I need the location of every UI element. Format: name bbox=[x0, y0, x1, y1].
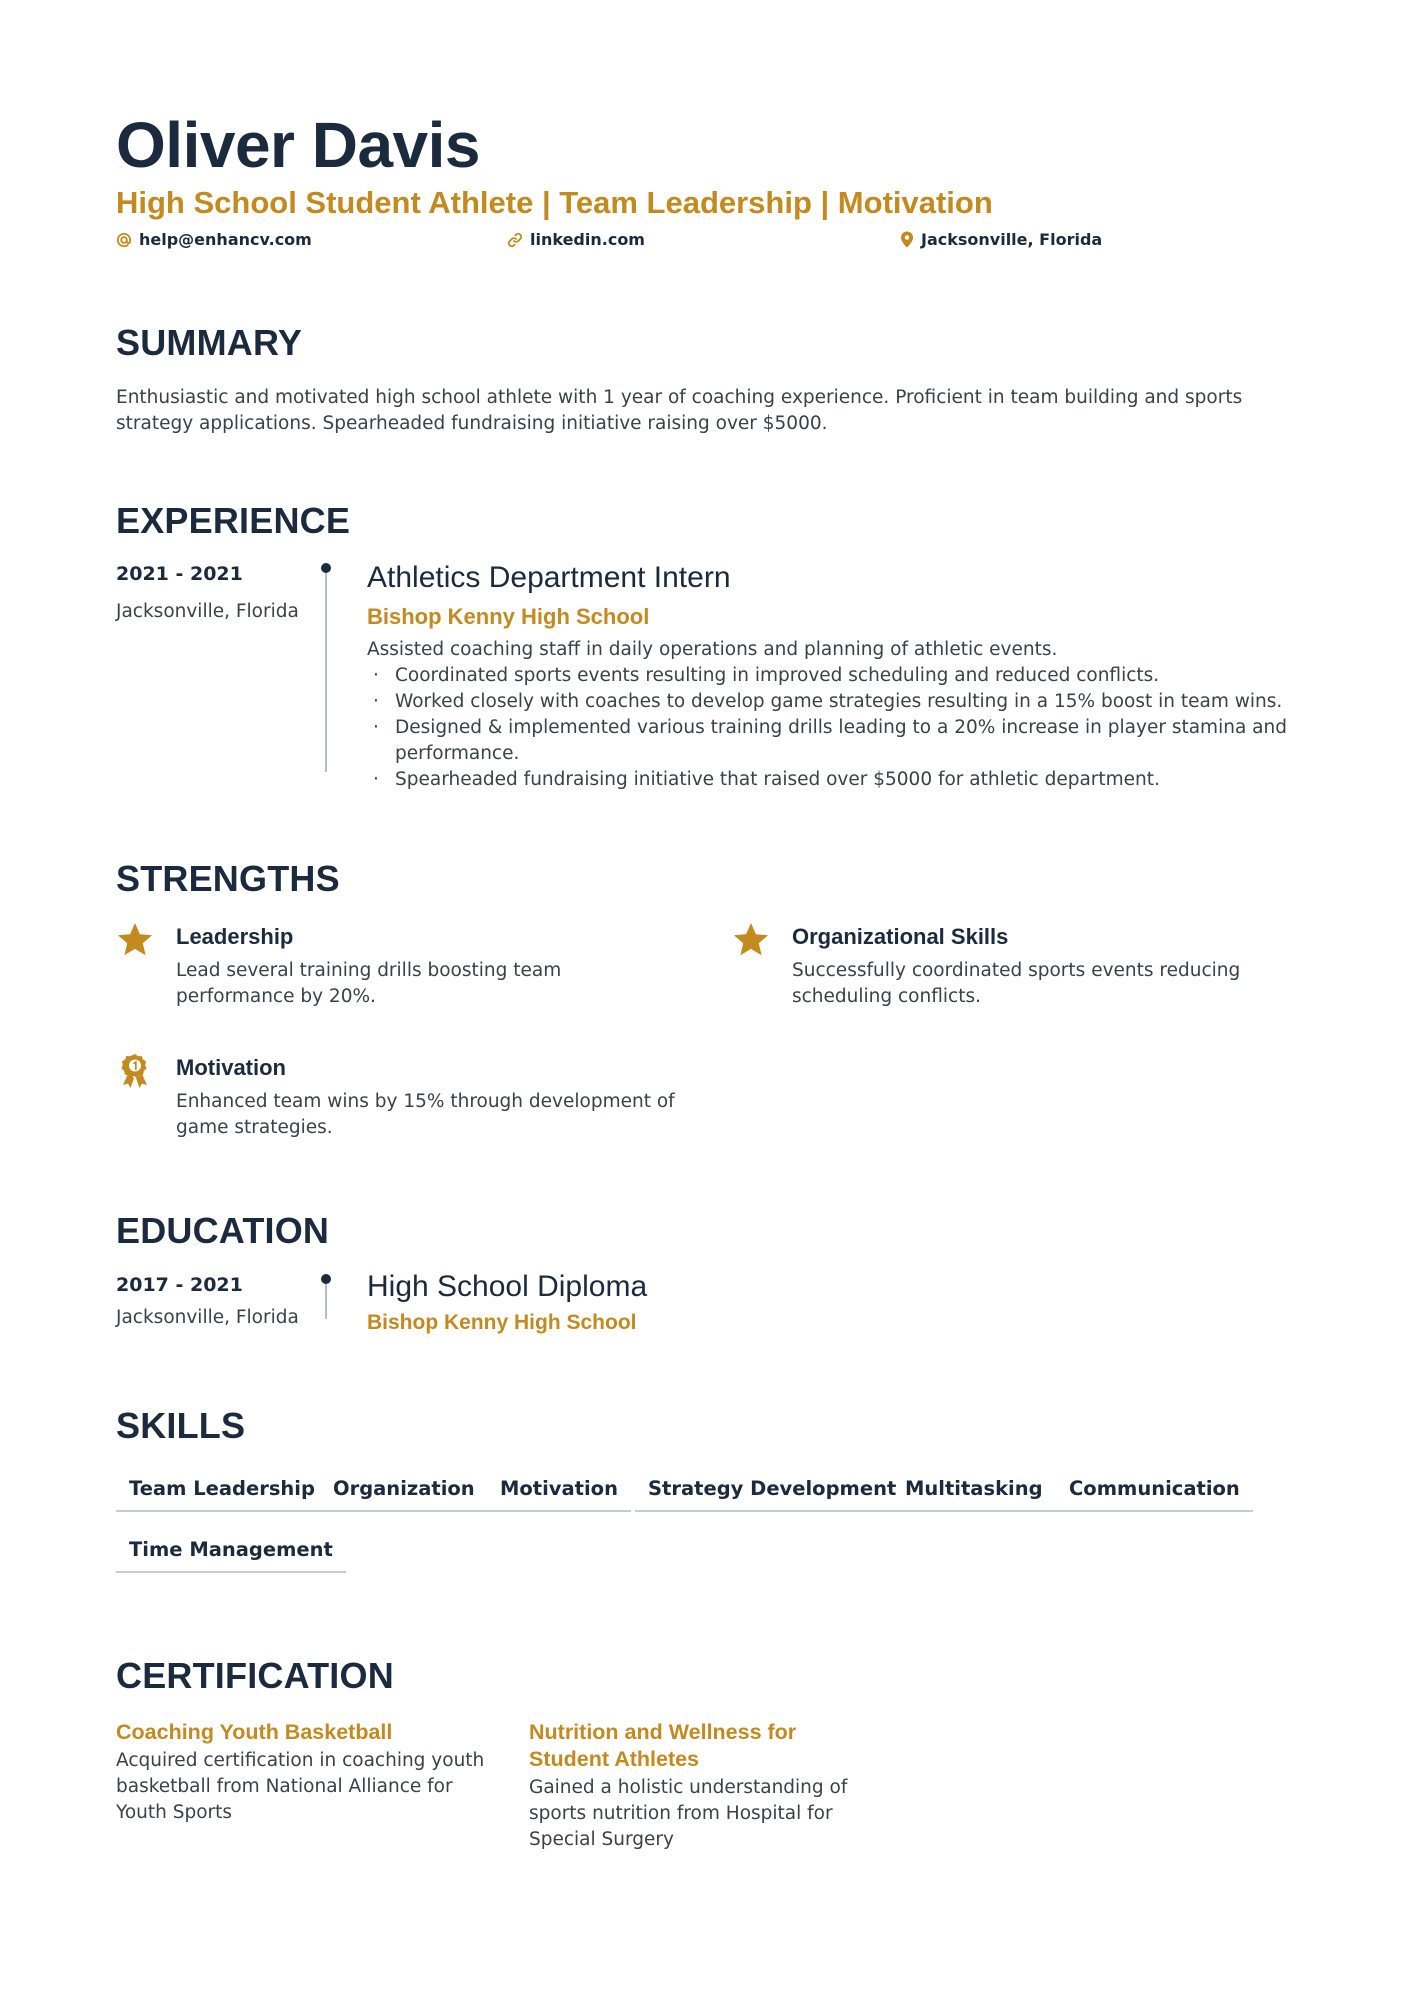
certification-item bbox=[529, 1719, 849, 1853]
star-icon bbox=[732, 921, 770, 959]
contact-row bbox=[116, 230, 1296, 254]
candidate-headline: High School Student Athlete | Team Leadership | Motivation bbox=[116, 185, 993, 220]
education-location: Jacksonville, Florida bbox=[116, 1307, 299, 1328]
list-item: · Coordinated sports events resulting in improved scheduling and reduced conflicts. bbox=[367, 663, 1297, 689]
resume-page bbox=[116, 0, 1296, 1995]
link-icon bbox=[507, 232, 523, 248]
award-ribbon-icon bbox=[116, 1052, 154, 1090]
strength-description: Lead several training drills boosting team performance by 20%. bbox=[176, 960, 562, 1007]
education-dates: 2017 - 2021 bbox=[116, 1274, 243, 1296]
certification-title: Coaching Youth Basketball bbox=[116, 1720, 393, 1744]
degree-title: High School Diploma bbox=[367, 1270, 648, 1303]
candidate-name: Oliver Davis bbox=[116, 109, 480, 181]
skill-tag: Strategy Development bbox=[635, 1477, 909, 1512]
contact-email[interactable] bbox=[116, 230, 312, 249]
certification-title: Nutrition and Wellness for Student Athletes bbox=[529, 1720, 797, 1771]
strength-description: Successfully coordinated sports events reducing scheduling conflicts. bbox=[792, 960, 1241, 1007]
at-sign-icon bbox=[116, 232, 132, 248]
timeline-line bbox=[325, 573, 327, 772]
skill-tag: Multitasking bbox=[892, 1477, 1056, 1512]
skill-tag: Communication bbox=[1056, 1477, 1253, 1512]
school-name: Bishop Kenny High School bbox=[367, 1311, 637, 1334]
certification-description: Gained a holistic understanding of sports nutrition from Hospital for Special Surgery bbox=[529, 1777, 848, 1850]
experience-location: Jacksonville, Florida bbox=[116, 601, 299, 622]
map-pin-icon bbox=[900, 231, 914, 248]
strength-title: Motivation bbox=[176, 1055, 286, 1080]
skill-tag: Team Leadership bbox=[116, 1477, 328, 1512]
skill-tag: Organization bbox=[320, 1477, 488, 1512]
location-text: Jacksonville, Florida bbox=[921, 230, 1103, 249]
linkedin-text: linkedin.com bbox=[530, 230, 645, 249]
skill-tag: Motivation bbox=[487, 1477, 631, 1512]
timeline-dot bbox=[321, 563, 331, 573]
summary-heading: SUMMARY bbox=[116, 322, 303, 363]
email-text: help@enhancv.com bbox=[139, 230, 312, 249]
strength-description: Enhanced team wins by 15% through development of game strategies. bbox=[176, 1091, 675, 1138]
certification-heading: CERTIFICATION bbox=[116, 1655, 394, 1696]
education-heading: EDUCATION bbox=[116, 1210, 330, 1251]
timeline-line bbox=[325, 1284, 327, 1319]
certification-item bbox=[116, 1719, 486, 1826]
list-item: · Spearheaded fundraising initiative that raised over $5000 for athletic department. bbox=[367, 767, 1297, 793]
contact-location bbox=[900, 230, 1102, 249]
job-bullets bbox=[367, 663, 1297, 793]
summary-text: Enthusiastic and motivated high school athlete with 1 year of coaching experience. Proficient in team building and sports strategy applications. Spearheaded fundraising initiative raising over $5000. bbox=[116, 387, 1243, 434]
strength-title: Leadership bbox=[176, 924, 294, 949]
strengths-heading: STRENGTHS bbox=[116, 858, 340, 899]
star-icon bbox=[116, 921, 154, 959]
list-item: · Worked closely with coaches to develop game strategies resulting in a 15% boost in team wins. bbox=[367, 689, 1297, 715]
list-item: · Designed & implemented various training drills leading to a 20% increase in player stamina and performance. bbox=[367, 715, 1297, 767]
experience-dates: 2021 - 2021 bbox=[116, 563, 243, 585]
timeline-dot bbox=[321, 1274, 331, 1284]
skill-tag: Time Management bbox=[116, 1538, 346, 1573]
company-name: Bishop Kenny High School bbox=[367, 604, 650, 629]
job-title: Athletics Department Intern bbox=[367, 561, 731, 594]
job-description: Assisted coaching staff in daily operations and planning of athletic events. bbox=[367, 639, 1058, 660]
skills-heading: SKILLS bbox=[116, 1405, 246, 1446]
contact-linkedin[interactable] bbox=[507, 230, 645, 249]
experience-heading: EXPERIENCE bbox=[116, 500, 351, 541]
certification-description: Acquired certification in coaching youth basketball from National Alliance for Youth Sports bbox=[116, 1750, 485, 1823]
strength-title: Organizational Skills bbox=[792, 924, 1009, 949]
